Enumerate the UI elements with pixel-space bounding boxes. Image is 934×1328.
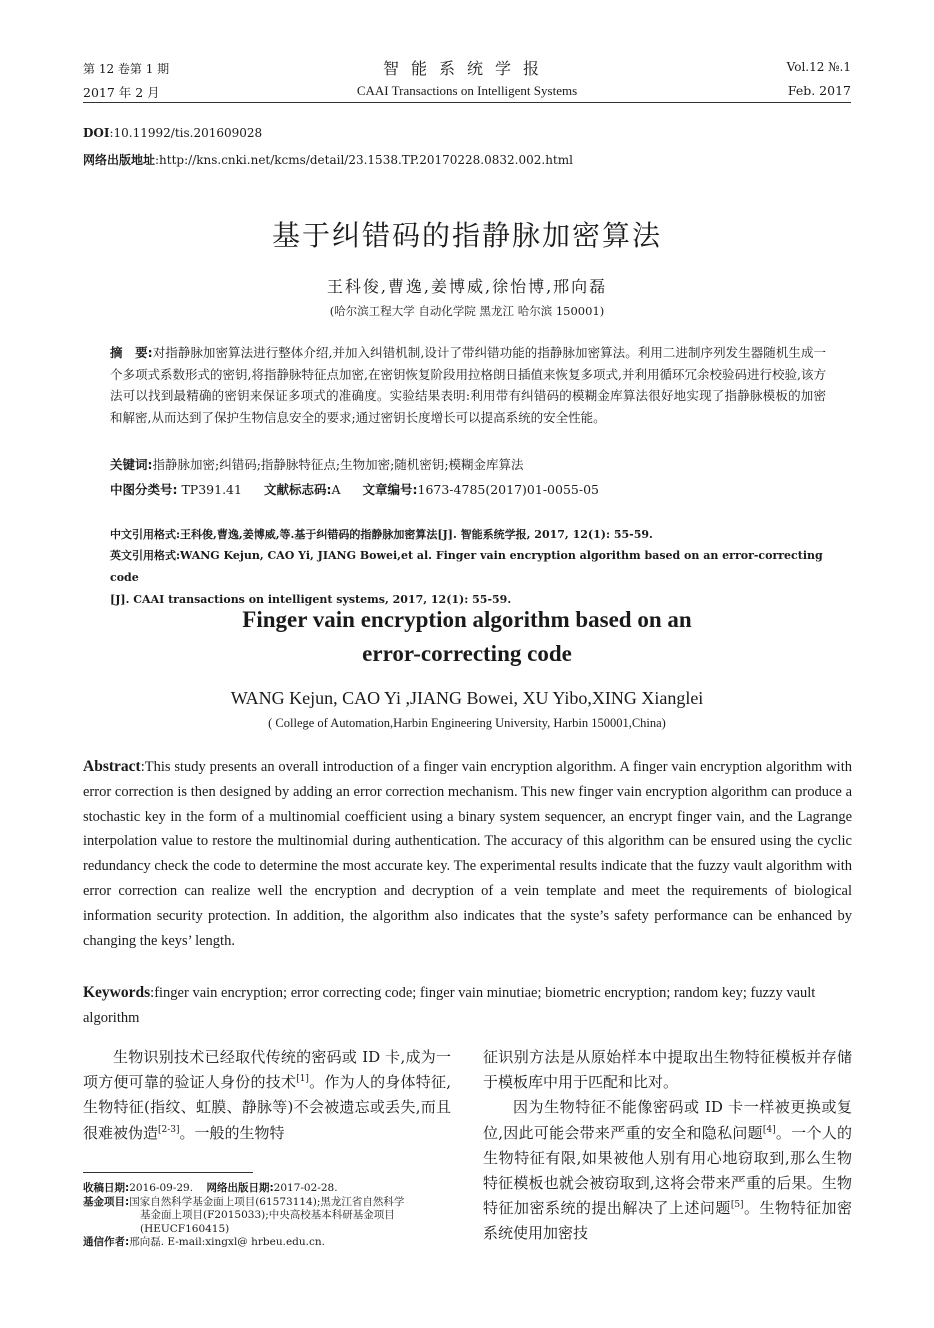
affiliation-en: ( College of Automation,Harbin Engineering University, Harbin 150001,China) xyxy=(268,716,666,730)
doc-code-value: A xyxy=(331,482,341,497)
abstract-cn xyxy=(110,342,826,428)
authors-en: WANG Kejun, CAO Yi ,JIANG Bowei, XU Yibo,XING Xianglei xyxy=(230,688,704,708)
header-journal-en: CAAI Transactions on Intelligent Systems xyxy=(356,83,578,98)
abstract-cn-text: 对指静脉加密算法进行整体介绍,并加入纠错机制,设计了带纠错功能的指静脉加密算法。利用二进制序列发生器随机生成一个多项式系数形式的密钥,将指静脉特征点加密,在密钥恢复阶段用拉格朗日插值来恢复多项式,并利用循环冗余校验码进行校验,该方法可以找到最精确的密钥来保证多项式的准确度。实验结果表明:利用带有纠错码的模糊金库算法很好地实现了指静脉模板的加密和解密,从而达到了保护生物信息安全的要求;通过密钥长度增长可以提高系统的安全性能。 xyxy=(110,345,827,425)
header-volume-en: Vol.12 №.1 xyxy=(786,60,851,74)
article-no-value: 1673-4785(2017)01-0055-05 xyxy=(417,482,599,497)
online-date: 2017-02-28. xyxy=(273,1182,338,1194)
funding-label: 基金项目: xyxy=(83,1195,130,1208)
reference-marker[interactable]: [4] xyxy=(762,1124,776,1135)
body-paragraph: 征识别方法是从原始样本中提取出生物特征模板并存储于模板库中用于匹配和比对。 xyxy=(483,1048,852,1092)
footnote-dates xyxy=(83,1182,463,1196)
citation-cn: 中文引用格式:王科俊,曹逸,姜博威,等.基于纠错码的指静脉加密算法[J]. 智能系统学报, 2017, 12(1): 55-59. xyxy=(110,528,653,541)
footnote-correspondence xyxy=(83,1236,463,1250)
clc-value: TP391.41 xyxy=(177,482,242,497)
authors-cn: 王科俊,曹逸,姜博威,徐怡博,邢向磊 xyxy=(326,277,608,296)
online-url-line xyxy=(83,151,573,168)
affiliation-cn: (哈尔滨工程大学 自动化学院 黑龙江 哈尔滨 150001) xyxy=(329,304,605,318)
body-text: 。生物特征加密系统使用加密技 xyxy=(483,1199,852,1243)
abstract-en xyxy=(83,755,852,953)
citation-en-line-2: [J]. CAAI transactions on intelligent systems, 2017, 12(1): 55-59. xyxy=(110,593,512,606)
footnote xyxy=(83,1182,463,1250)
funding-line-3: (HEUCF160415) xyxy=(140,1222,230,1235)
citation-en xyxy=(110,545,826,611)
abstract-en-label: Abstract xyxy=(83,758,141,775)
body-paragraph xyxy=(83,1045,451,1146)
keywords-cn xyxy=(110,455,826,473)
body-text: 。作为人的身体特征,生物特征(指纹、虹膜、静脉等)不会被遗忘或丢失,而且很难被伪造 xyxy=(83,1073,451,1142)
footnote-divider xyxy=(83,1172,253,1173)
keywords-en xyxy=(83,981,852,1031)
keywords-cn-label: 关键词: xyxy=(110,457,153,472)
correspondence-label: 通信作者: xyxy=(83,1236,130,1248)
reference-marker[interactable]: [2-3] xyxy=(158,1124,180,1135)
title-en-line-1: Finger vain encryption algorithm based on an xyxy=(242,607,692,632)
header-date-en: Feb. 2017 xyxy=(787,83,851,98)
doc-code-label: 文献标志码: xyxy=(263,482,332,497)
clc-label: 中图分类号: xyxy=(110,482,178,497)
url-value[interactable]: :http://kns.cnki.net/kcms/detail/23.1538.TP.20170228.0832.002.html xyxy=(155,153,573,167)
classification-cn xyxy=(110,480,826,498)
body-text: 生物识别技术已经取代传统的密码或 ID 卡,成为一项方便可靠的验证人身份的技术 xyxy=(83,1048,451,1092)
header-journal-cn: 智能系统学报 xyxy=(382,59,551,78)
received-date: 2016-09-29. xyxy=(129,1182,194,1194)
body-column-right xyxy=(483,1045,852,1247)
reference-marker[interactable]: [1] xyxy=(296,1074,309,1085)
online-date-label: 网络出版日期: xyxy=(206,1182,274,1194)
received-label: 收稿日期: xyxy=(83,1182,130,1194)
url-label: 网络出版地址 xyxy=(83,153,156,167)
keywords-en-label: Keywords xyxy=(83,984,151,1001)
title-en xyxy=(0,603,934,671)
correspondence-email[interactable]: 邢向磊. E-mail:xingxl@ hrbeu.edu.cn. xyxy=(129,1236,325,1248)
body-text: 。一般的生物特 xyxy=(179,1123,285,1142)
doi-label: DOI xyxy=(83,126,110,140)
reference-marker[interactable]: [5] xyxy=(730,1200,744,1211)
body-text: 因为生物特征不能像密码或 ID 卡一样被更换或复位,因此可能会带来严重的安全和隐私问题 xyxy=(483,1098,852,1142)
header-date-cn: 2017 年 2 月 xyxy=(83,85,160,100)
body-paragraph xyxy=(483,1095,852,1246)
abstract-en-text: :This study presents an overall introduction of a finger vain encryption algorithm. A finger vain encryption algorithm with error correction is then designed by adding an error correction mechanism. This new finger vain encryption algorithm can produce a stochastic key in the form of a multinomial coefficient using a binary system sequencer, an encrypt finger vain, and the Lagrange interpolation value to restore the multinomial during authentication. The accuracy of this algorithm can be ensured using the cyclic redundancy check the code to determine the most accurate key. The experimental results indicate that the fuzzy vault algorithm with error correction can realize well the encryption and decryption of a vein template and meet the requirements of biological information security protection. In addition, the algorithm also indicates that the syste’s safety performance can be enhanced by changing the keys’ length. xyxy=(83,759,852,949)
doi-line xyxy=(83,126,262,140)
body-text: 。一个人的生物特征有限,如果被他人别有用心地窃取到,那么生物特征模板也就会被窃取到,这将会带来严重的后果。生物特征加密系统的提出解决了上述问题 xyxy=(483,1123,852,1218)
title-cn: 基于纠错码的指静脉加密算法 xyxy=(271,219,662,252)
doi-value[interactable]: :10.11992/tis.201609028 xyxy=(109,126,263,140)
keywords-en-text: :finger vain encryption; error correcting code; finger vain minutiae; biometric encryption; random key; fuzzy vault algorithm xyxy=(83,985,816,1026)
article-no-label: 文章编号: xyxy=(362,482,418,497)
title-en-line-2: error-correcting code xyxy=(362,641,572,666)
funding-line-2: 基金面上项目(F2015033);中央高校基本科研基金项目 xyxy=(140,1209,395,1221)
body-column-left xyxy=(83,1045,451,1146)
abstract-cn-label: 摘 要: xyxy=(110,345,153,360)
running-header xyxy=(83,56,851,103)
footnote-funding xyxy=(83,1196,463,1237)
funding-line-1: 国家自然科学基金面上项目(61573114);黑龙江省自然科学 xyxy=(129,1195,405,1208)
header-volume-cn: 第 12 卷第 1 期 xyxy=(83,62,170,76)
keywords-cn-text: 指静脉加密;纠错码;指静脉特征点;生物加密;随机密钥;模糊金库算法 xyxy=(152,457,524,472)
citation-en-line-1: 英文引用格式:WANG Kejun, CAO Yi, JIANG Bowei,et al. Finger vain encryption algorithm based on an error-correcting code xyxy=(110,549,823,584)
